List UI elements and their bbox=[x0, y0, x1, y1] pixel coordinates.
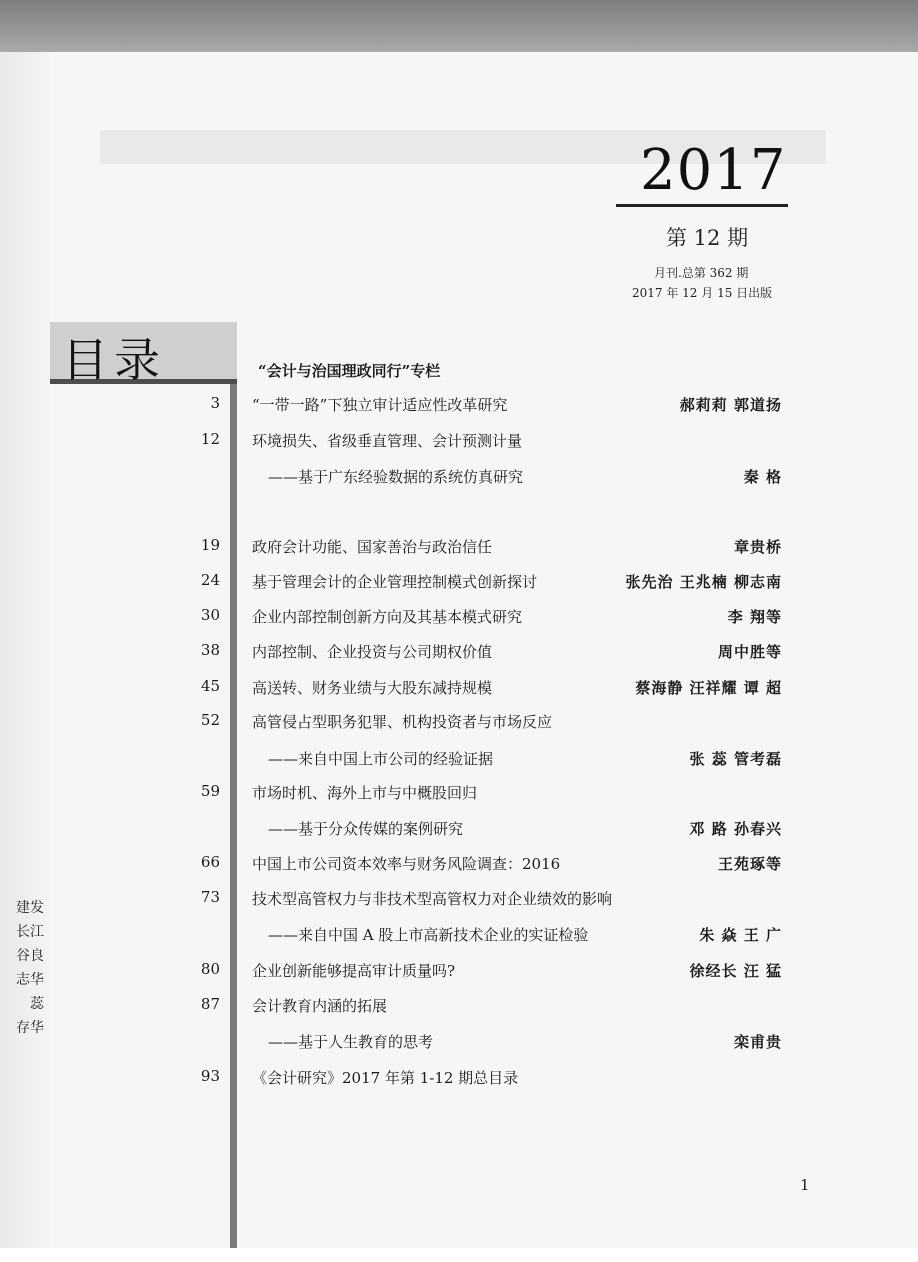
toc-page-number: 3 bbox=[210, 394, 220, 412]
toc-authors: 张 蕊 管考磊 bbox=[689, 750, 782, 768]
issue-year: 2017 bbox=[640, 138, 787, 203]
toc-authors: 郝莉莉 郭道扬 bbox=[679, 396, 782, 414]
toc-page-number: 24 bbox=[200, 571, 220, 589]
toc-entry[interactable] bbox=[0, 782, 918, 808]
toc-page-number: 52 bbox=[200, 711, 220, 729]
toc-article-title: 内部控制、企业投资与公司期权价值 bbox=[252, 643, 493, 661]
toc-article-title: 企业内部控制创新方向及其基本模式研究 bbox=[252, 608, 523, 626]
toc-article-subtitle: ——来自中国上市公司的经验证据 bbox=[268, 750, 494, 768]
toc-page-number: 80 bbox=[200, 960, 220, 978]
toc-entry[interactable] bbox=[0, 1067, 918, 1093]
toc-page-number: 12 bbox=[200, 430, 220, 448]
toc-page-number: 87 bbox=[200, 995, 220, 1013]
toc-authors: 张先治 王兆楠 柳志南 bbox=[625, 573, 782, 591]
toc-entry[interactable] bbox=[0, 960, 918, 986]
toc-entry[interactable] bbox=[0, 536, 918, 562]
toc-entry-subtitle[interactable] bbox=[0, 818, 918, 844]
toc-article-title: “一带一路”下独立审计适应性改革研究 bbox=[252, 396, 508, 414]
toc-authors: 朱 焱 王 广 bbox=[699, 926, 782, 944]
side-name: 存华 bbox=[16, 1020, 44, 1036]
side-name: 志华 bbox=[16, 972, 44, 988]
page-number: 1 bbox=[800, 1176, 810, 1194]
toc-authors: 蔡海静 汪祥耀 谭 超 bbox=[635, 679, 782, 697]
toc-article-title: 技术型高管权力与非技术型高管权力对企业绩效的影响 bbox=[252, 890, 613, 908]
toc-article-title: 高管侵占型职务犯罪、机构投资者与市场反应 bbox=[252, 713, 553, 731]
scan-top-border bbox=[0, 0, 918, 52]
toc-article-subtitle: ——基于广东经验数据的系统仿真研究 bbox=[268, 468, 524, 486]
column-section-title: “会计与治国理政同行”专栏 bbox=[258, 362, 441, 380]
toc-entry[interactable] bbox=[0, 641, 918, 667]
toc-article-title: 高送转、财务业绩与大股东减持规模 bbox=[252, 679, 493, 697]
toc-authors: 邓 路 孙春兴 bbox=[689, 820, 782, 838]
toc-article-subtitle: ——来自中国 A 股上市高新技术企业的实证检验 bbox=[268, 926, 589, 944]
toc-title: 目录 bbox=[62, 333, 166, 387]
toc-article-title: 《会计研究》2017 年第 1-12 期总目录 bbox=[252, 1069, 519, 1087]
toc-article-title: 市场时机、海外上市与中概股回归 bbox=[252, 784, 478, 802]
toc-article-title: 基于管理会计的企业管理控制模式创新探讨 bbox=[252, 573, 538, 591]
toc-entry[interactable] bbox=[0, 394, 918, 420]
toc-page-number: 59 bbox=[200, 782, 220, 800]
toc-authors: 李 翔等 bbox=[727, 608, 782, 626]
toc-authors: 秦 格 bbox=[743, 468, 782, 486]
toc-page-number: 19 bbox=[200, 536, 220, 554]
toc-authors: 周中胜等 bbox=[717, 643, 782, 661]
side-name: 建发 bbox=[16, 900, 44, 916]
toc-authors: 栾甫贵 bbox=[733, 1033, 782, 1051]
toc-entry[interactable] bbox=[0, 853, 918, 879]
toc-article-title: 中国上市公司资本效率与财务风险调查：2016 bbox=[252, 855, 561, 873]
publication-date: 2017 年 12 月 15 日出版 bbox=[632, 286, 773, 300]
toc-page-number: 45 bbox=[200, 677, 220, 695]
issue-number: 第 12 期 bbox=[666, 226, 749, 250]
toc-entry-subtitle[interactable] bbox=[0, 1031, 918, 1057]
toc-entry-subtitle[interactable] bbox=[0, 748, 918, 774]
toc-entry[interactable] bbox=[0, 571, 918, 597]
toc-article-subtitle: ——基于人生教育的思考 bbox=[268, 1033, 434, 1051]
year-underline bbox=[616, 204, 788, 207]
toc-page-number: 73 bbox=[200, 888, 220, 906]
left-edge-names bbox=[0, 896, 44, 1040]
toc-article-title: 会计教育内涵的拓展 bbox=[252, 997, 388, 1015]
toc-article-title: 政府会计功能、国家善治与政治信任 bbox=[252, 538, 493, 556]
toc-entry-subtitle[interactable] bbox=[0, 466, 918, 492]
toc-page-number: 38 bbox=[200, 641, 220, 659]
side-name: 谷良 bbox=[16, 948, 44, 964]
toc-entry[interactable] bbox=[0, 711, 918, 737]
toc-entry[interactable] bbox=[0, 430, 918, 456]
toc-entry[interactable] bbox=[0, 677, 918, 703]
toc-page-number: 66 bbox=[200, 853, 220, 871]
toc-article-title: 环境损失、省级垂直管理、会计预测计量 bbox=[252, 432, 523, 450]
side-name: 蕊 bbox=[30, 996, 44, 1012]
toc-entry[interactable] bbox=[0, 888, 918, 914]
toc-entry-subtitle[interactable] bbox=[0, 924, 918, 950]
toc-authors: 徐经长 汪 猛 bbox=[689, 962, 782, 980]
toc-article-title: 企业创新能够提高审计质量吗? bbox=[252, 962, 456, 980]
scan-bottom-border bbox=[0, 1248, 918, 1262]
side-name: 长江 bbox=[16, 924, 44, 940]
toc-entry[interactable] bbox=[0, 995, 918, 1021]
toc-article-subtitle: ——基于分众传媒的案例研究 bbox=[268, 820, 464, 838]
toc-authors: 章贵桥 bbox=[733, 538, 782, 556]
monthly-total-issue: 月刊.总第 362 期 bbox=[654, 266, 749, 280]
toc-page-number: 30 bbox=[200, 606, 220, 624]
toc-authors: 王苑琢等 bbox=[717, 855, 782, 873]
toc-entry[interactable] bbox=[0, 606, 918, 632]
toc-page-number: 93 bbox=[200, 1067, 220, 1085]
